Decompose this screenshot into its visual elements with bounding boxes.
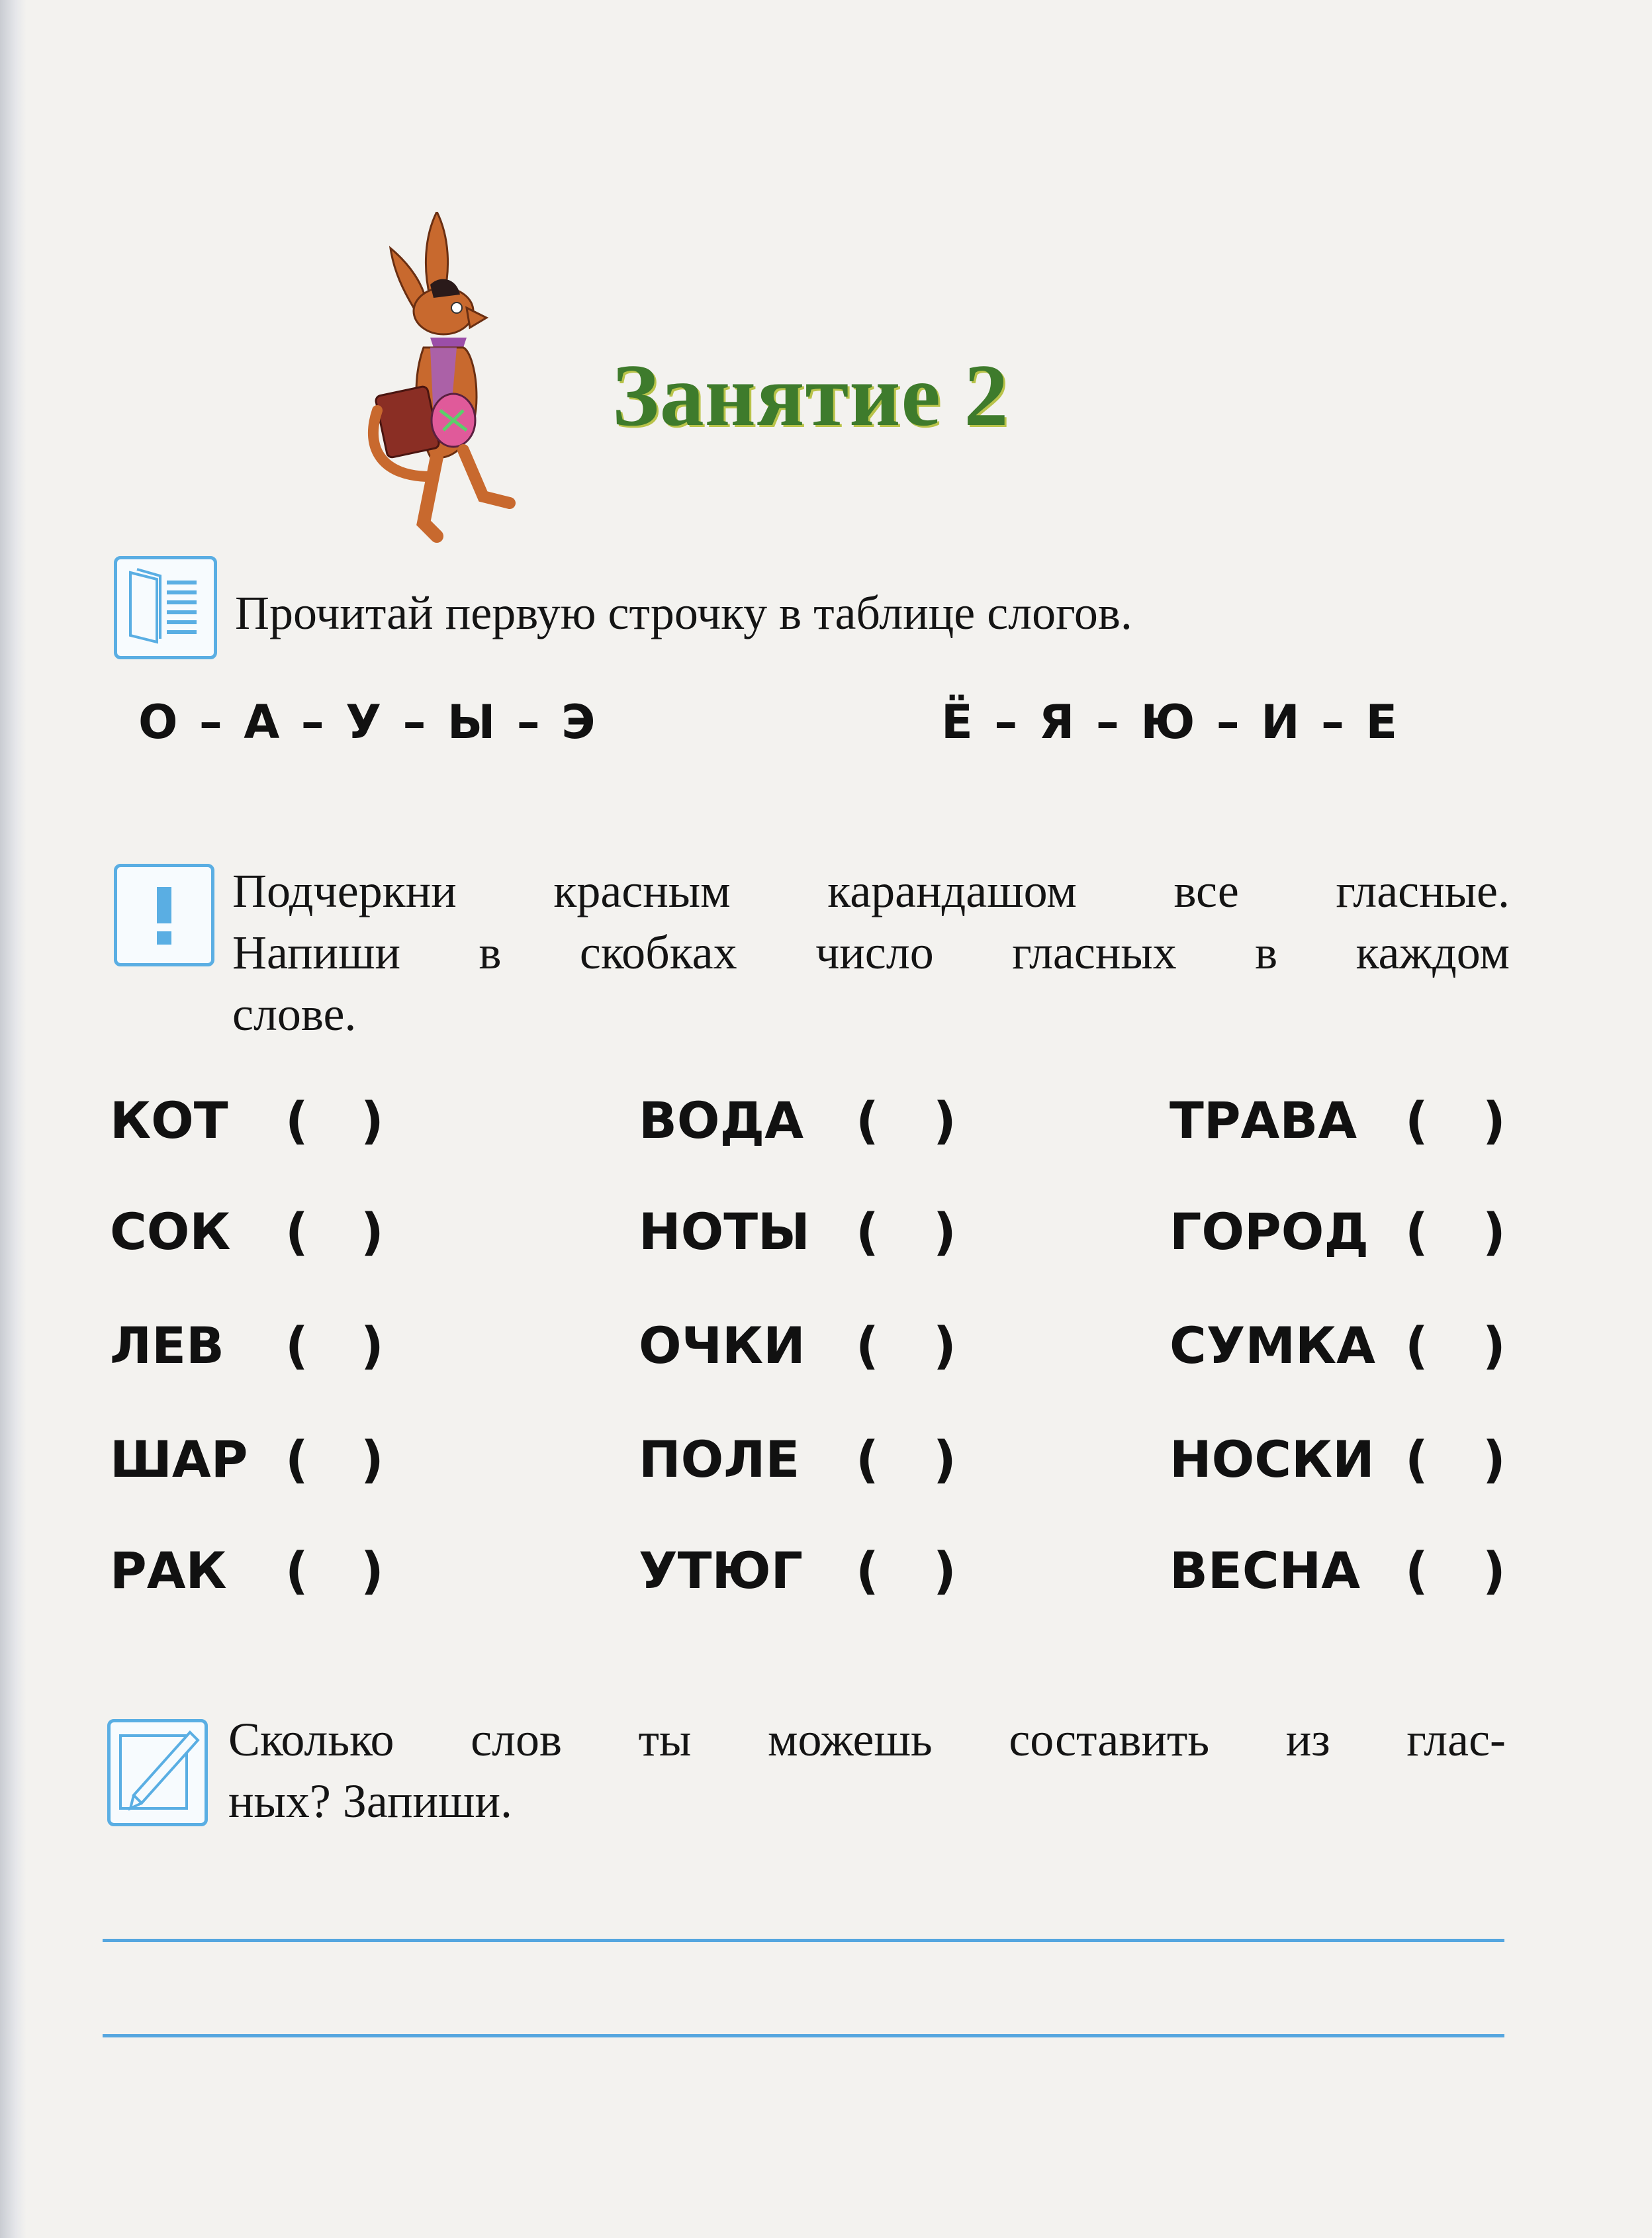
answer-line-2[interactable] (103, 2034, 1504, 2037)
answer-bracket-close: ) (933, 1541, 956, 1600)
task1-instruction: Прочитай первую строчку в таблице слогов. (235, 586, 1132, 639)
task3-instruction-line: ных? Запиши. (228, 1775, 512, 1828)
answer-bracket-open[interactable]: ( (285, 1430, 308, 1489)
vowel-count-word: НОСКИ (1170, 1430, 1375, 1489)
vowel-count-word: СОК (110, 1202, 231, 1261)
vowel-count-word: ВЕСНА (1170, 1541, 1361, 1600)
answer-bracket-close: ) (1483, 1430, 1506, 1489)
task2-instruction (232, 861, 1510, 1045)
answer-bracket-open[interactable]: ( (856, 1316, 879, 1375)
vowel-count-word: ПОЛЕ (639, 1430, 800, 1489)
vowel-count-word: ГОРОД (1170, 1202, 1369, 1261)
vowel-count-word: ТРАВА (1170, 1091, 1357, 1150)
vowel-count-word: КОТ (110, 1091, 228, 1150)
answer-bracket-close: ) (1483, 1316, 1506, 1375)
vowels-hard-row: О – А – У – Ы – Э (138, 695, 598, 749)
answer-bracket-close: ) (933, 1316, 956, 1375)
answer-bracket-close: ) (933, 1091, 956, 1150)
vowel-count-word: НОТЫ (639, 1202, 810, 1261)
answer-bracket-open[interactable]: ( (856, 1430, 879, 1489)
answer-bracket-open[interactable]: ( (285, 1541, 308, 1600)
kangaroo-mascot-illustration (351, 212, 549, 556)
task2-instruction-line: Напиши в скобках число гласных в каждом (232, 926, 1510, 979)
answer-bracket-open[interactable]: ( (285, 1091, 308, 1150)
pencil-write-icon (107, 1719, 208, 1826)
vowel-count-word: ВОДА (639, 1091, 804, 1150)
answer-bracket-open[interactable]: ( (1405, 1316, 1428, 1375)
vowel-count-word: СУМКА (1170, 1316, 1375, 1375)
answer-bracket-open[interactable]: ( (1405, 1430, 1428, 1489)
answer-bracket-close: ) (361, 1316, 384, 1375)
task2-instruction-line: слове. (232, 988, 357, 1041)
answer-bracket-open[interactable]: ( (285, 1202, 308, 1261)
vowels-soft-row: Ё – Я – Ю – И – Е (941, 695, 1400, 749)
answer-bracket-open[interactable]: ( (1405, 1541, 1428, 1600)
page-binding-edge (0, 0, 26, 2238)
answer-line-1[interactable] (103, 1939, 1504, 1942)
answer-bracket-close: ) (1483, 1091, 1506, 1150)
answer-bracket-open[interactable]: ( (1405, 1091, 1428, 1150)
answer-bracket-open[interactable]: ( (856, 1541, 879, 1600)
vowel-count-word: ЛЕВ (110, 1316, 224, 1375)
answer-bracket-close: ) (933, 1430, 956, 1489)
answer-bracket-open[interactable]: ( (856, 1202, 879, 1261)
open-book-icon (114, 556, 217, 659)
task2-instruction-line: Подчеркни красным карандашом все гласные. (232, 864, 1510, 917)
answer-bracket-close: ) (933, 1202, 956, 1261)
answer-bracket-open[interactable]: ( (285, 1316, 308, 1375)
exclamation-icon (114, 864, 214, 966)
task3-instruction (228, 1709, 1506, 1832)
answer-bracket-close: ) (1483, 1202, 1506, 1261)
lesson-title: Занятие 2 (612, 346, 1009, 444)
answer-bracket-close: ) (361, 1091, 384, 1150)
answer-bracket-close: ) (361, 1202, 384, 1261)
answer-bracket-close: ) (361, 1430, 384, 1489)
answer-bracket-close: ) (361, 1541, 384, 1600)
vowel-count-word: ШАР (110, 1430, 248, 1489)
vowel-count-word: ОЧКИ (639, 1316, 805, 1375)
vowel-count-word: УТЮГ (639, 1541, 803, 1600)
vowel-count-word: РАК (110, 1541, 227, 1600)
answer-bracket-close: ) (1483, 1541, 1506, 1600)
answer-bracket-open[interactable]: ( (1405, 1202, 1428, 1261)
answer-bracket-open[interactable]: ( (856, 1091, 879, 1150)
task3-instruction-line: Сколько слов ты можешь составить из глас- (228, 1713, 1506, 1766)
